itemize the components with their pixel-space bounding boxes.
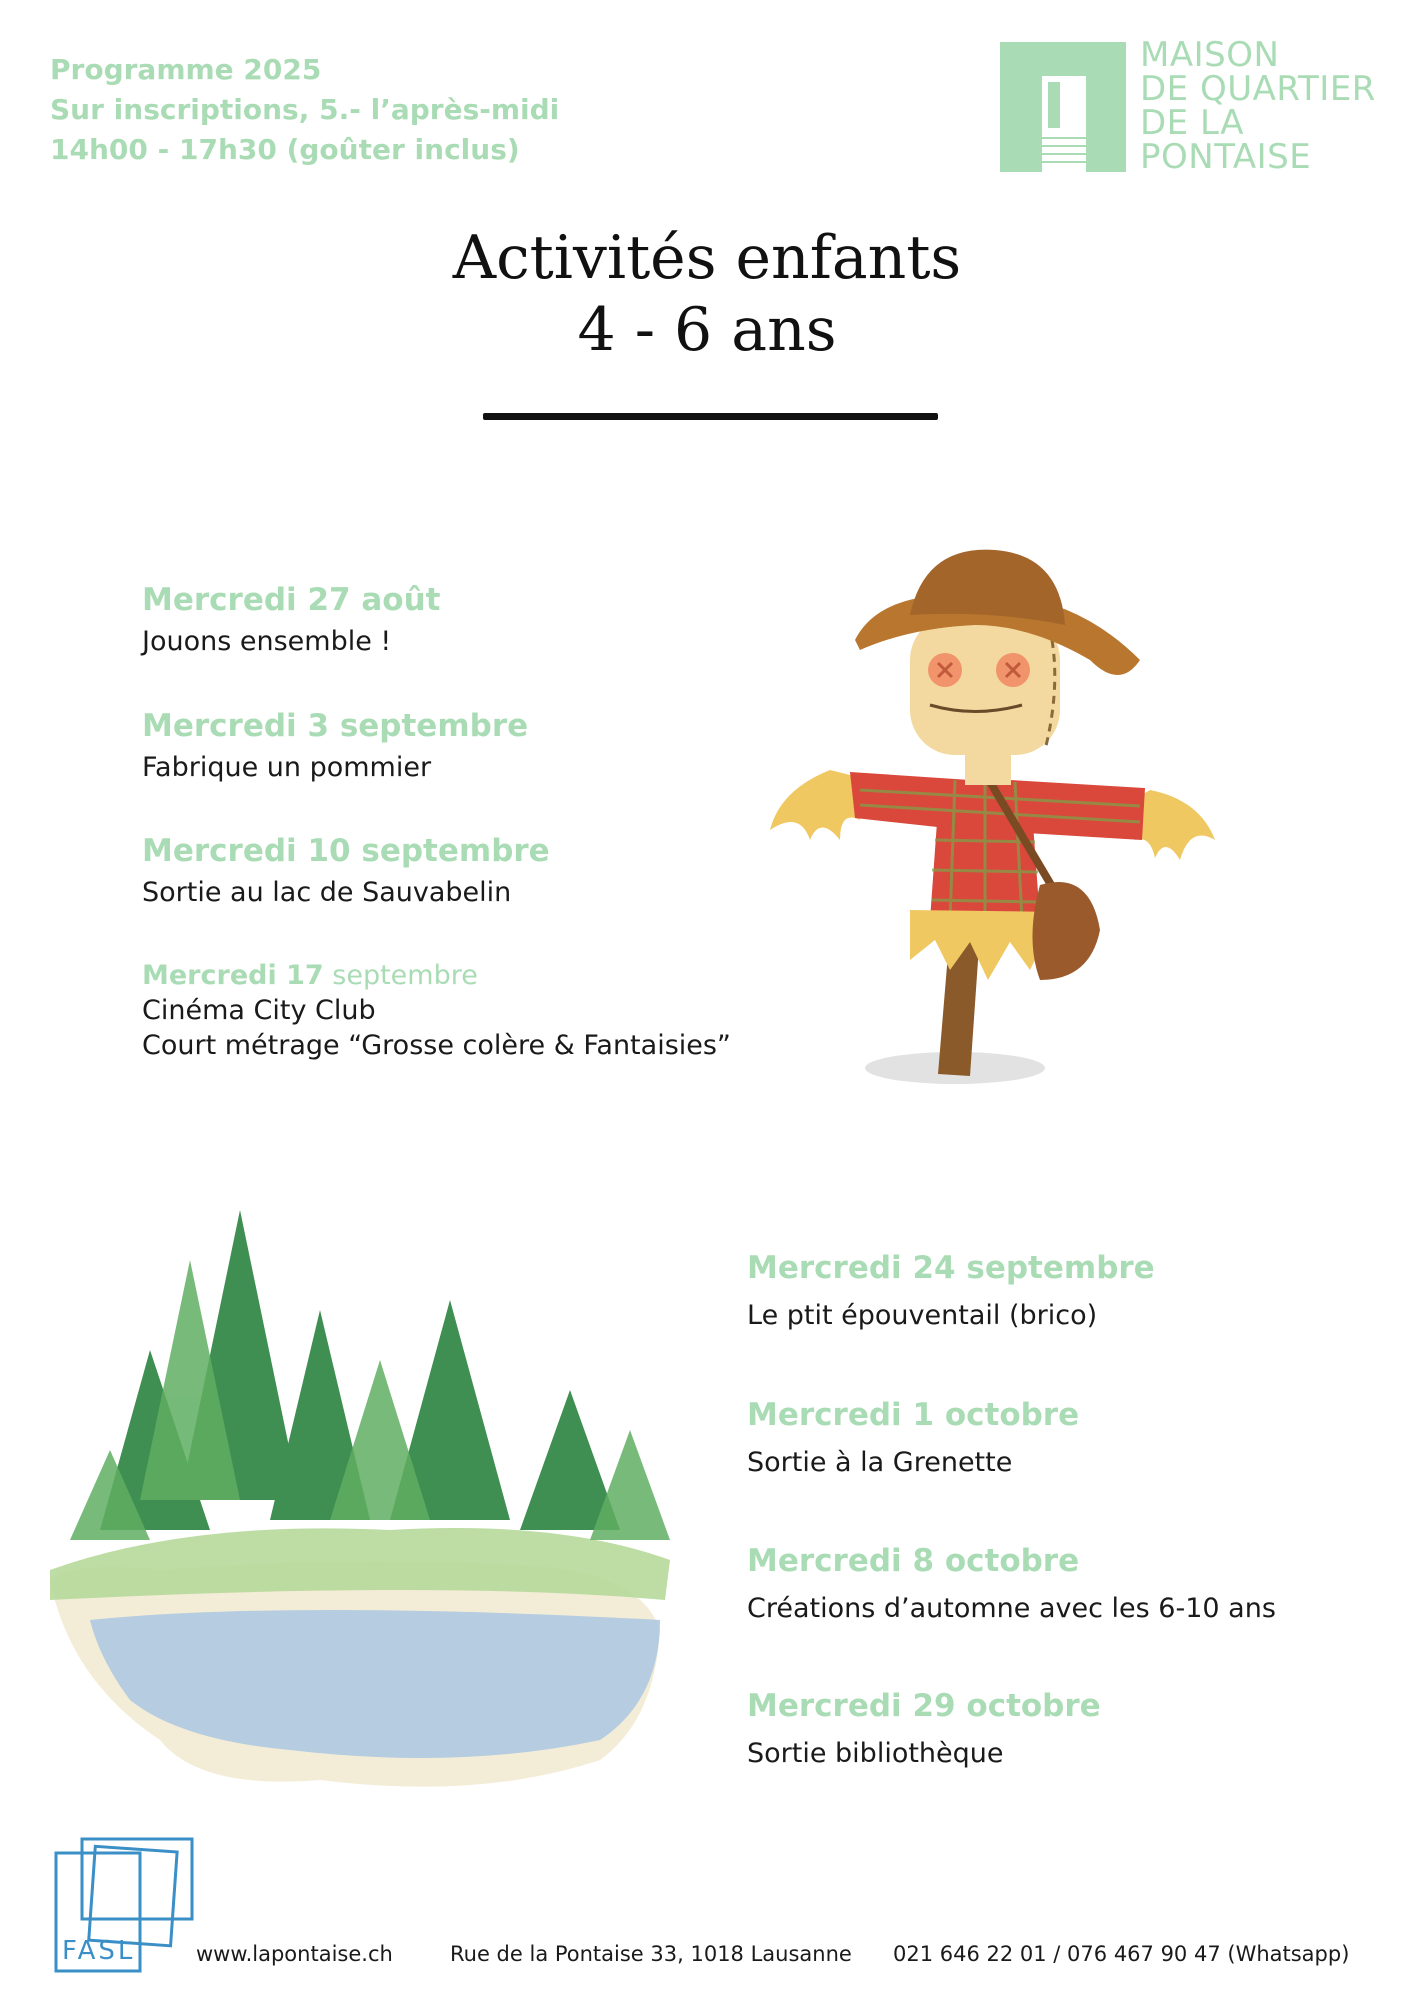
forest-lake-watercolor	[40, 1200, 680, 1800]
event-desc: Jouons ensemble !	[142, 626, 392, 657]
title-line-2: 4 - 6 ans	[577, 295, 837, 365]
event-date: Mercredi 8 octobre	[747, 1543, 1080, 1579]
event-item	[142, 582, 441, 657]
scarecrow-illustration	[760, 540, 1230, 1100]
event-desc: Cinéma City Club	[142, 995, 376, 1026]
event-desc: Sortie à la Grenette	[747, 1447, 1013, 1478]
event-desc: Sortie au lac de Sauvabelin	[142, 877, 512, 908]
maison-quartier-logo-mark	[1000, 42, 1126, 172]
event-desc: Créations d’automne avec les 6-10 ans	[747, 1593, 1276, 1624]
event-item	[747, 1250, 1155, 1331]
logo-line-3: DE LA	[1140, 103, 1244, 143]
event-date: Mercredi 24 septembre	[747, 1250, 1155, 1286]
event-item	[142, 833, 550, 908]
phone-numbers: 021 646 22 01 / 076 467 90 47 (Whatsapp)	[893, 1942, 1350, 1966]
event-item	[142, 708, 528, 783]
event-item	[747, 1397, 1079, 1478]
event-item-special	[142, 960, 731, 1061]
address: Rue de la Pontaise 33, 1018 Lausanne	[450, 1942, 852, 1966]
schedule-info: 14h00 - 17h30 (goûter inclus)	[50, 133, 520, 166]
logo-line-4: PONTAISE	[1140, 137, 1312, 177]
page-title	[0, 222, 1414, 366]
title-line-1: Activités enfants	[452, 223, 962, 293]
logo-line-1: MAISON	[1140, 35, 1280, 75]
logo-line-2: DE QUARTIER	[1140, 69, 1376, 109]
title-divider	[483, 413, 938, 420]
event-date: Mercredi 27 août	[142, 582, 441, 618]
event-date: Mercredi 3 septembre	[142, 708, 529, 744]
website-link[interactable]: www.lapontaise.ch	[196, 1942, 393, 1966]
event-date: Mercredi 1 octobre	[747, 1397, 1080, 1433]
event-desc: Sortie bibliothèque	[747, 1738, 1004, 1769]
event-date: Mercredi 10 septembre	[142, 833, 550, 869]
event-desc: Le ptit épouventail (brico)	[747, 1300, 1098, 1331]
fasl-label: FASL	[62, 1936, 136, 1966]
program-info	[50, 50, 559, 170]
event-item	[747, 1688, 1101, 1769]
event-date: Mercredi 29 octobre	[747, 1688, 1101, 1724]
event-date: Mercredi 17 septembre	[142, 960, 478, 991]
door-icon	[1000, 42, 1126, 172]
maison-quartier-logo-text	[1140, 35, 1376, 177]
registration-info: Sur inscriptions, 5.- l’après-midi	[50, 93, 560, 126]
event-item	[747, 1543, 1276, 1624]
event-desc: Court métrage “Grosse colère & Fantaisies”	[142, 1030, 731, 1061]
program-year: Programme 2025	[50, 53, 322, 86]
event-desc: Fabrique un pommier	[142, 752, 432, 783]
